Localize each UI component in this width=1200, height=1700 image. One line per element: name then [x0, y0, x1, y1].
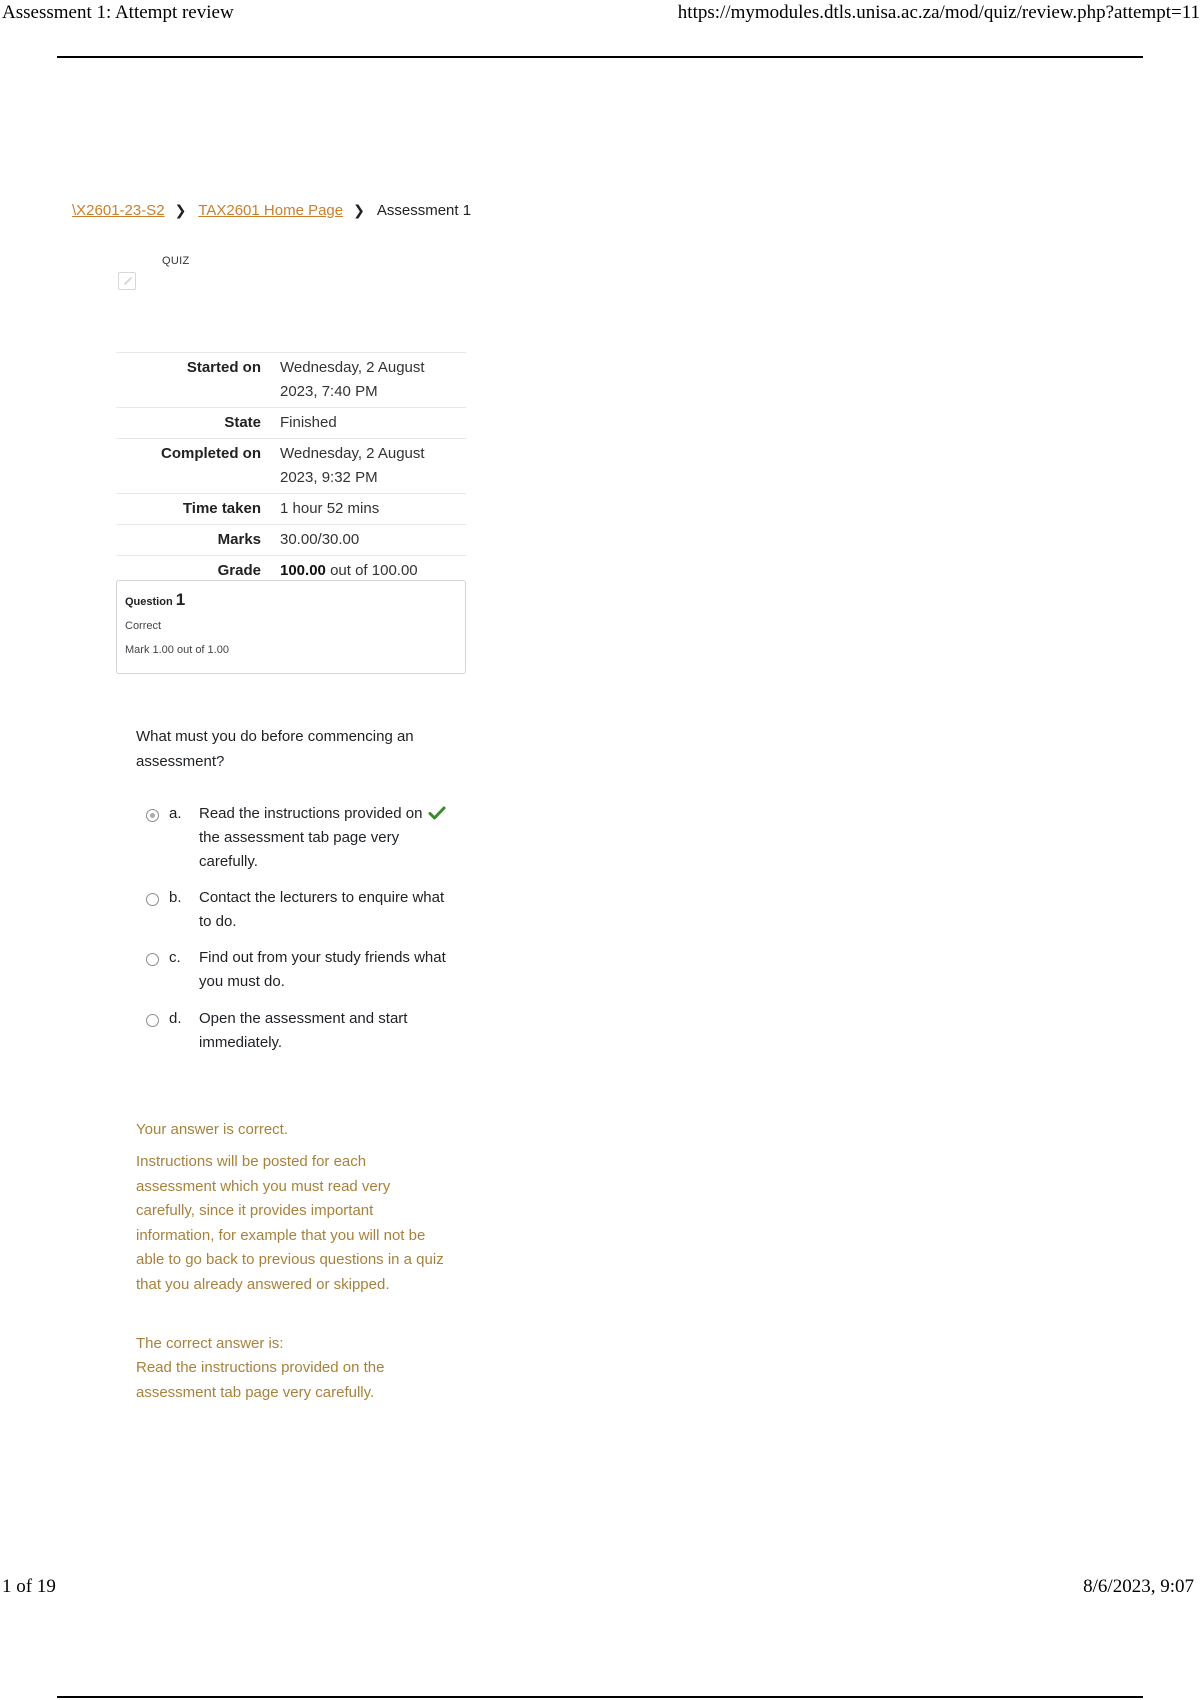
specific-feedback: Your answer is correct. [136, 1121, 289, 1138]
summary-value: Wednesday, 2 August 2023, 7:40 PM [280, 359, 425, 400]
grade-suffix: out of 100.00 [330, 562, 418, 579]
answer-letter: a. [169, 805, 182, 822]
summary-label: Time taken [182, 500, 261, 517]
summary-value: 1 hour 52 mins [280, 500, 380, 517]
answer-option-a[interactable] [146, 802, 446, 874]
answer-option-c[interactable] [146, 946, 446, 994]
question-info-box [116, 580, 466, 674]
answer-text: Read the instructions provided on the assessment tab page very carefully. [199, 805, 423, 870]
summary-row-completed [116, 439, 466, 494]
radio-button-selected[interactable] [146, 809, 159, 822]
question-grade: Mark 1.00 out of 1.00 [125, 644, 229, 656]
summary-value: Finished [280, 414, 337, 431]
summary-label: Started on [186, 359, 261, 376]
breadcrumb-course-link[interactable]: \X2601-23-S2 [72, 202, 165, 219]
summary-label: State [224, 414, 261, 431]
right-answer: Read the instructions provided on the assessment tab page very carefully. [136, 1359, 385, 1401]
print-page-url: https://mymodules.dtls.unisa.ac.za/mod/quiz/review.php?attempt=11 [677, 2, 1200, 23]
print-page-number: 1 of 19 [2, 1576, 56, 1597]
print-header [0, 0, 1200, 28]
summary-label: Marks [217, 531, 261, 548]
chevron-right-icon: ❯ [174, 202, 187, 218]
general-feedback: Instructions will be posted for each assessment which you must read very carefully, since it provides important information, for example that you will not be able to go back to previous questions in a quiz that you already answered or skipped. [136, 1153, 444, 1293]
question-text: What must you do before commencing an assessment? [136, 728, 414, 770]
answer-option-b[interactable] [146, 886, 446, 934]
summary-row-marks [116, 525, 466, 556]
answer-text: Find out from your study friends what you must do. [199, 949, 446, 990]
summary-value: Wednesday, 2 August 2023, 9:32 PM [280, 445, 425, 486]
question-label: Question [125, 596, 173, 608]
breadcrumb-home-page-link[interactable]: TAX2601 Home Page [198, 202, 344, 219]
summary-value: 30.00/30.00 [280, 531, 360, 548]
print-page-title: Assessment 1: Attempt review [2, 2, 234, 23]
footer-divider [57, 1696, 1143, 1698]
radio-button[interactable] [146, 1014, 159, 1027]
breadcrumb-current: Assessment 1 [376, 202, 472, 219]
answer-letter: c. [169, 949, 181, 966]
print-datetime: 8/6/2023, 9:07 [1083, 1576, 1194, 1597]
check-icon [428, 805, 446, 874]
summary-row-state [116, 408, 466, 439]
attempt-summary-table [116, 352, 466, 586]
radio-button[interactable] [146, 893, 159, 906]
answer-text: Contact the lecturers to enquire what to do. [199, 889, 445, 930]
question-number-value: 1 [175, 590, 186, 609]
quiz-edit-icon [118, 272, 136, 290]
header-divider [57, 56, 1143, 58]
answer-letter: d. [169, 1010, 182, 1027]
chevron-right-icon: ❯ [353, 202, 365, 218]
summary-row-started [116, 353, 466, 408]
grade-value: 100.00 [280, 562, 326, 579]
answer-text: Open the assessment and start immediately. [199, 1010, 408, 1051]
right-answer-label: The correct answer is: [136, 1335, 284, 1352]
summary-row-time-taken [116, 494, 466, 525]
question-number [125, 590, 457, 610]
breadcrumb [72, 202, 471, 219]
radio-button[interactable] [146, 953, 159, 966]
activity-type-label: QUIZ [162, 255, 190, 267]
answer-option-d[interactable] [146, 1007, 446, 1055]
summary-label: Grade [217, 562, 261, 579]
answer-letter: b. [169, 889, 182, 906]
summary-label: Completed on [161, 445, 261, 462]
question-state: Correct [125, 620, 162, 632]
